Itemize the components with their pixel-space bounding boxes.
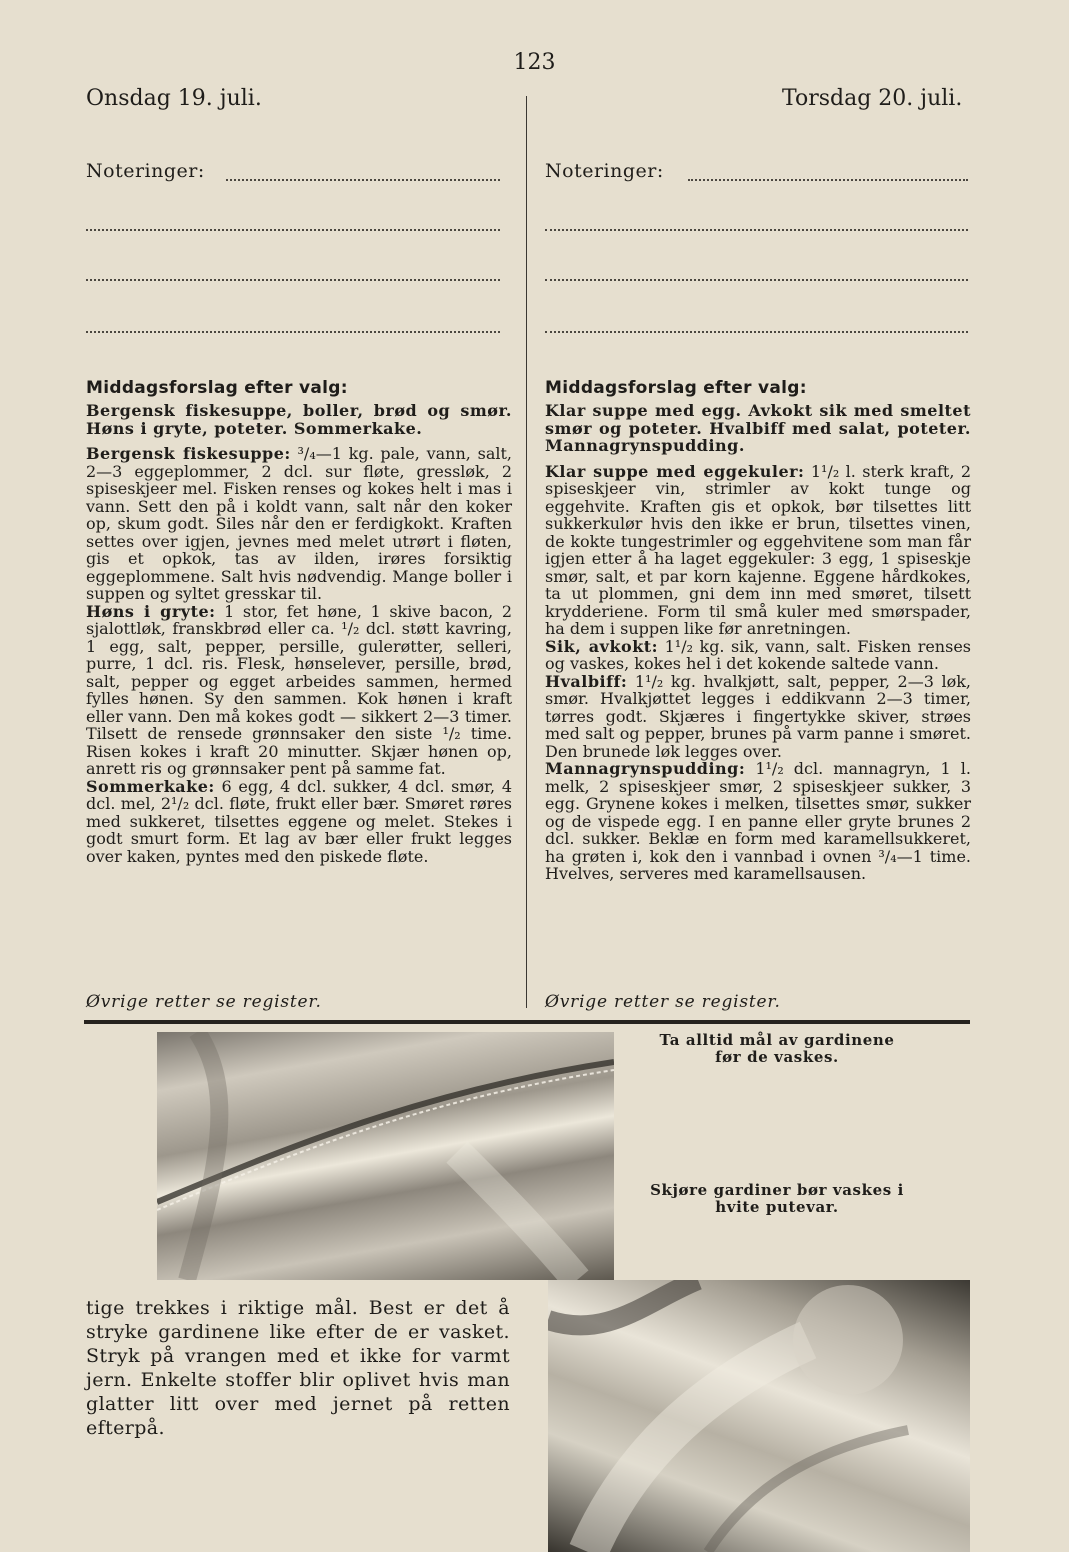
other-dishes-note-right: Øvrige retter se register. bbox=[545, 992, 781, 1012]
notes-line bbox=[226, 178, 500, 181]
notes-line bbox=[86, 330, 500, 333]
notes-line bbox=[545, 228, 968, 231]
recipe-column-left bbox=[86, 402, 512, 865]
recipe-text: 6 egg, 4 dcl. sukker, 4 dcl. smør, 4 dcl. mel, 2¹/₂ dcl. fløte, frukt eller bær. Smøret røres med sukkeret, tilsettes eggene og melet. Stekes i godt smurt form. Et lag av bær eller frukt legges over kaken, pyntes med den piskede fløte. bbox=[86, 776, 512, 866]
recipe-paragraph bbox=[545, 760, 971, 883]
horizontal-rule bbox=[84, 1020, 970, 1024]
column-divider bbox=[526, 96, 527, 1008]
page-number: 123 bbox=[513, 50, 556, 75]
notes-line bbox=[545, 278, 968, 281]
recipe-term: Hvalbiff: bbox=[545, 671, 628, 691]
notes-label-left: Noteringer: bbox=[86, 160, 205, 182]
recipe-paragraph bbox=[86, 778, 512, 866]
other-dishes-note-left: Øvrige retter se register. bbox=[86, 992, 322, 1012]
photo-caption-measure: Ta alltid mål av gardinene før de vaskes. bbox=[659, 1031, 895, 1066]
recipe-term: Mannagrynspudding: bbox=[545, 759, 746, 778]
notes-line bbox=[86, 278, 500, 281]
notes-line bbox=[545, 330, 968, 333]
recipe-text: 1¹/₂ kg. hvalkjøtt, salt, pepper, 2—3 løk, smør. Hvalkjøttet legges i eddikvann 2—3 timer, tørres godt. Skjæres i fingertykke skiver, strøes med salt og pepper, brunes på varm panne i smøret. Den brunede løk legges over. bbox=[545, 671, 971, 761]
recipe-text: 1¹/₂ dcl. mannagryn, 1 l. melk, 2 spiseskjeer smør, 2 spiseskjeer sukker, 3 egg. Grynene kokes i melken, tilsettes smør, sukker og de vispede egg. I en panne eller gryte brunes 2 dcl. sukker. Beklæ en form med karamellsukkeret, ha grøten i, kok den i vannbad i ovnen ³/₄—1 time. Hvelves, serveres med karamellsausen. bbox=[545, 759, 971, 883]
recipe-text: 1 stor, fet høne, 1 skive bacon, 2 sjalottløk, franskbrød eller ca. ¹/₂ dcl. støtt kavring, 1 egg, salt, pepper, persille, gulerøtter, selleri, purre, 1 dcl. ris. Flesk, hønselever, persille, brød, salt, pepper og egget arbeides sammen, hermed fylles hønen. Sy den sammen. Kok hønen i kraft eller vann. Den må kokes godt — sikkert 2—3 timer. Tilsett de rensede grønnsaker den siste ¹/₂ time. Risen kokes i kraft 20 minutter. Skjær hønen op, anrett ris og grønnsaker pent på samme fat. bbox=[86, 601, 513, 778]
notes-label-right: Noteringer: bbox=[545, 160, 664, 182]
day-heading-left: Onsdag 19. juli. bbox=[86, 86, 262, 111]
menu-intro: Klar suppe med egg. Avkokt sik med smeltet smør og poteter. Hvalbiff med salat, poteter. Mannagrynspudding. bbox=[545, 401, 971, 455]
day-heading-right: Torsdag 20. juli. bbox=[782, 86, 963, 111]
section-heading-left: Middagsforslag efter valg: bbox=[86, 378, 348, 398]
recipe-text: 1¹/₂ l. sterk kraft, 2 spiseskjeer vin, strimler av kokt tunge og eggehvite. Kraften gis et opkok, bør tilsettes litt sukkerkulør hvis den ikke er brun, tilsettes vinen, de kokte tungestrimler og eggehvitene som man får igjen etter å ha laget eggekuler: 3 egg, 1 spiseskje smør, salt, et par korn kajenne. Eggene hårdkokes, ta ut plommen, gni dem inn med smøret, tilsett krydderiene. Form til små kuler med smørspader, ha dem i suppen like før anretningen. bbox=[545, 461, 972, 638]
menu-intro: Bergensk fiskesuppe, boller, brød og smør. Høns i gryte, poteter. Sommerkake. bbox=[86, 401, 512, 438]
recipe-term: Bergensk fiskesuppe: bbox=[86, 444, 291, 463]
notes-line bbox=[86, 228, 500, 231]
photo-caption-pillowcase: Skjøre gardiner bør vaskes i hvite putevar. bbox=[650, 1181, 904, 1216]
notes-line bbox=[688, 178, 968, 181]
recipe-paragraph bbox=[86, 445, 512, 603]
recipe-column-right bbox=[545, 402, 971, 883]
recipe-text: 1¹/₂ kg. sik, vann, salt. Fisken renses og vaskes, kokes hel i det kokende saltede vann. bbox=[545, 636, 972, 673]
curtain-measuring-photo bbox=[157, 1032, 614, 1280]
section-heading-right: Middagsforslag efter valg: bbox=[545, 378, 807, 398]
recipe-paragraph bbox=[545, 463, 971, 638]
recipe-paragraph bbox=[545, 673, 971, 761]
pillowcase-washing-photo bbox=[548, 1280, 970, 1552]
recipe-term: Sommerkake: bbox=[86, 776, 215, 796]
continued-article-text: tige trekkes i riktige mål. Best er det å stryke gardinene like efter de er vasket. Stryk på vrangen med et ikke for varmt jern. Enkelte stoffer blir oplivet hvis man glatter litt over med jernet på retten efterpå. bbox=[86, 1297, 510, 1439]
recipe-paragraph bbox=[545, 638, 971, 673]
recipe-term: Sik, avkokt: bbox=[545, 636, 659, 656]
recipe-term: Klar suppe med eggekuler: bbox=[545, 461, 805, 481]
recipe-term: Høns i gryte: bbox=[86, 601, 216, 621]
recipe-paragraph bbox=[86, 603, 512, 778]
recipe-text: ³/₄—1 kg. pale, vann, salt, 2—3 eggeplommer, 2 dcl. sur fløte, gressløk, 2 spiseskjeer mel. Fisken renses og kokes helt i mas i vann. Sett den på i koldt vann, salt når den koker op, skum godt. Siles når den er ferdigkokt. Kraften settes over igjen, jevnes med melet utrørt i fløten, gis et opkok, tas av ilden, irøres forsiktig eggeplommene. Salt hvis nødvendig. Mange boller i suppen og syltet gresskar til. bbox=[86, 444, 512, 603]
